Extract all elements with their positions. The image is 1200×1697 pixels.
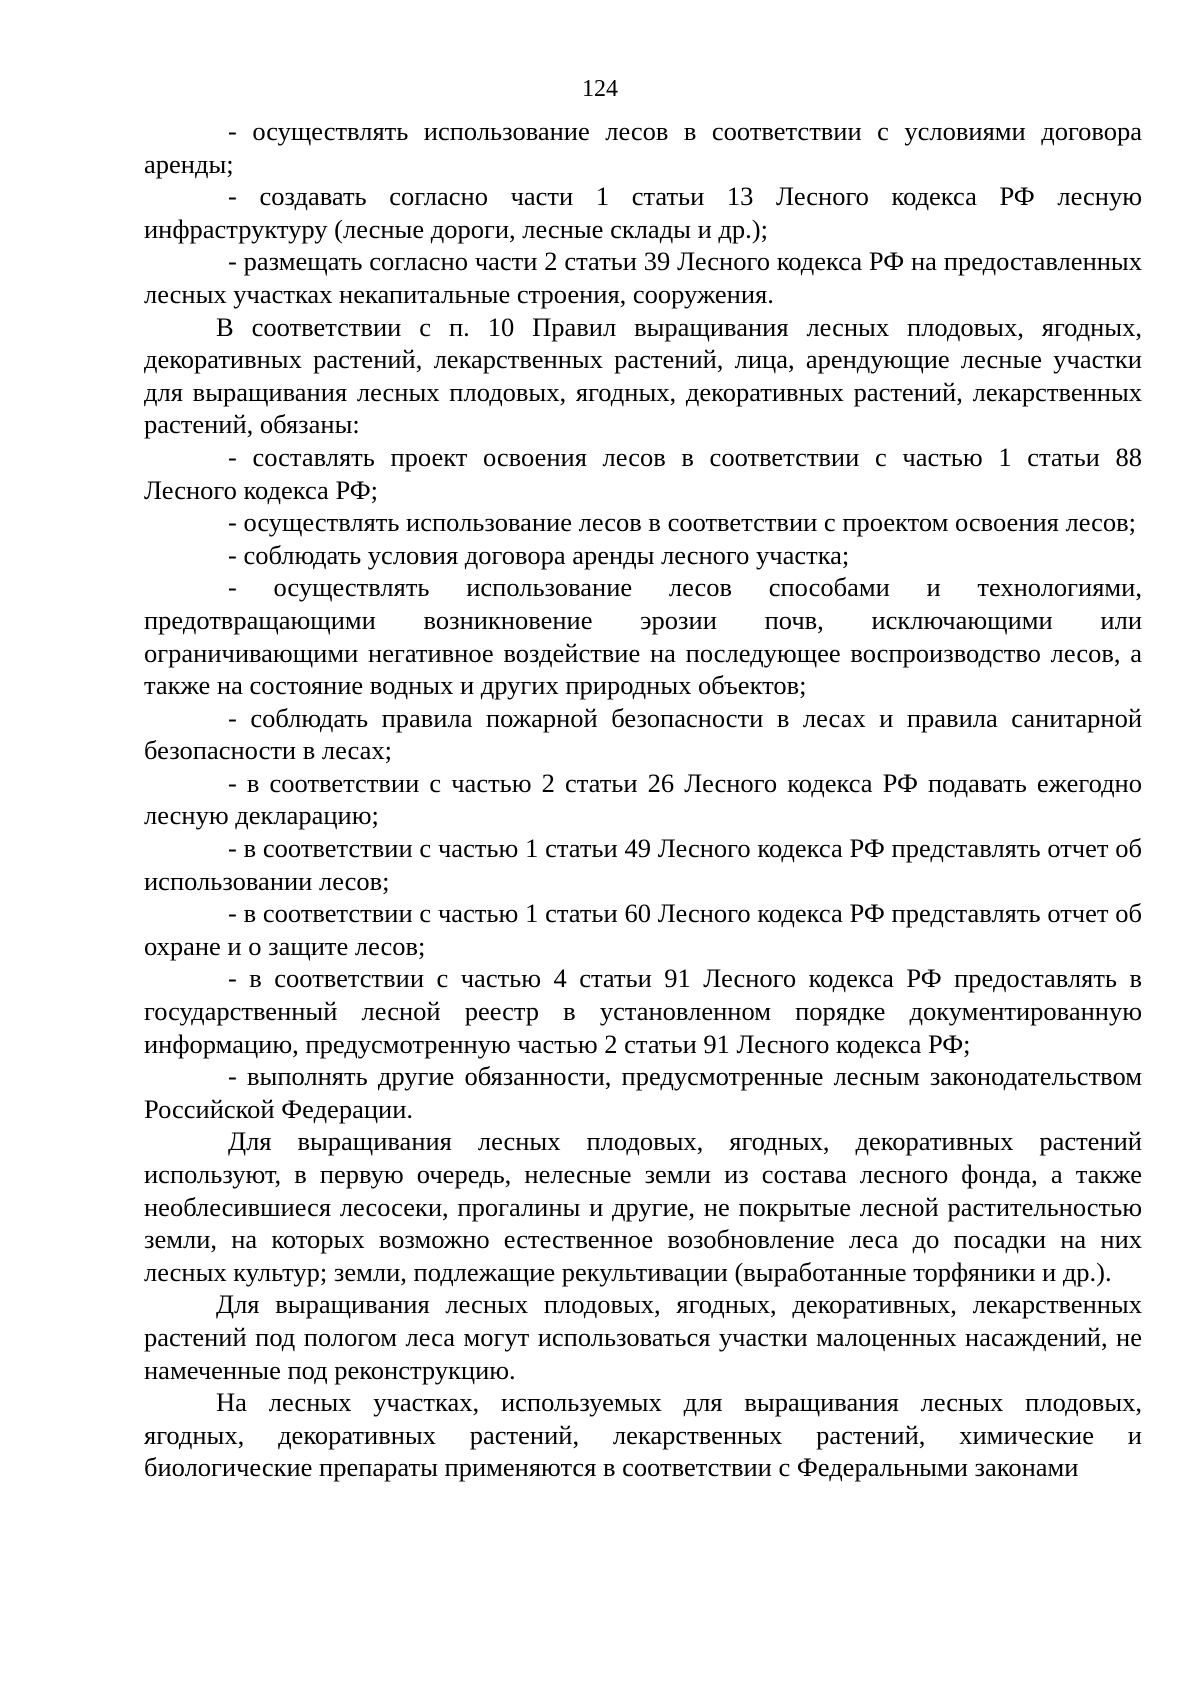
- list-item: - соблюдать условия договора аренды лесного участка;: [228, 539, 850, 570]
- list-item: - в соответствии с частью 1 статьи 60 Лесного кодекса РФ представлять отчет об охране и о защите лесов;: [144, 898, 1142, 961]
- list-item: - в соответствии с частью 4 статьи 91 Лесного кодекса РФ предоставлять в государственный лесной реестр в установленном порядке документированную информацию, предусмотренную частью 2 статьи 91 Лесного кодекса РФ;: [144, 963, 1142, 1059]
- paragraph: На лесных участках, используемых для выращивания лесных плодовых, ягодных, декоративных растений, лекарственных растений, химические и биологические препараты применяются в соответствии с Федеральными законами: [144, 1387, 1142, 1483]
- list-item: - осуществлять использование лесов в соответствии с условиями договора аренды;: [144, 116, 1142, 179]
- list-item: - осуществлять использование лесов в соответствии с проектом освоения лесов;: [228, 507, 1137, 538]
- list-item: - соблюдать правила пожарной безопасности в лесах и правила санитарной безопасности в лесах;: [144, 702, 1142, 766]
- paragraph: В соответствии с п. 10 Правил выращивания лесных плодовых, ягодных, декоративных растений, лекарственных растений, лица, арендующие лесные участки для выращивания лесных плодовых, ягодных, декоративных растений, лекарственных растений, обязаны:: [144, 311, 1142, 440]
- list-item: - размещать согласно части 2 статьи 39 Лесного кодекса РФ на предоставленных лесных участках некапитальные строения, сооружения.: [144, 246, 1142, 309]
- list-item: - в соответствии с частью 2 статьи 26 Лесного кодекса РФ подавать ежегодно лесную декларацию;: [144, 767, 1142, 831]
- list-item: - осуществлять использование лесов способами и технологиями, предотвращающими возникновение эрозии почв, исключающими или ограничивающими негативное воздействие на последующее воспроизводство лесов, а также на состояние водных и других природных объектов;: [144, 572, 1142, 701]
- list-item: - составлять проект освоения лесов в соответствии с частью 1 статьи 88 Лесного кодекса РФ;: [144, 441, 1142, 505]
- list-item: - в соответствии с частью 1 статьи 49 Лесного кодекса РФ представлять отчет об использовании лесов;: [144, 833, 1142, 896]
- paragraph: Для выращивания лесных плодовых, ягодных, декоративных, лекарственных растений под пологом леса могут использоваться участки малоценных насаждений, не намеченные под реконструкцию.: [144, 1289, 1142, 1385]
- list-item: - создавать согласно части 1 статьи 13 Лесного кодекса РФ лесную инфраструктуру (лесные дороги, лесные склады и др.);: [144, 181, 1142, 244]
- list-item: - выполнять другие обязанности, предусмотренные лесным законодательством Российской Федерации.: [144, 1061, 1142, 1124]
- page-number: 124: [582, 76, 618, 102]
- document-body: [144, 115, 1142, 1484]
- paragraph: Для выращивания лесных плодовых, ягодных, декоративных растений используют, в первую очередь, нелесные земли из состава лесного фонда, а также необлесившиеся лесосеки, прогалины и другие, не покрытые лесной растительностью земли, на которых возможно естественное возобновление леса до посадки на них лесных культур; земли, подлежащие рекультивации (выработанные торфяники и др.).: [144, 1126, 1142, 1287]
